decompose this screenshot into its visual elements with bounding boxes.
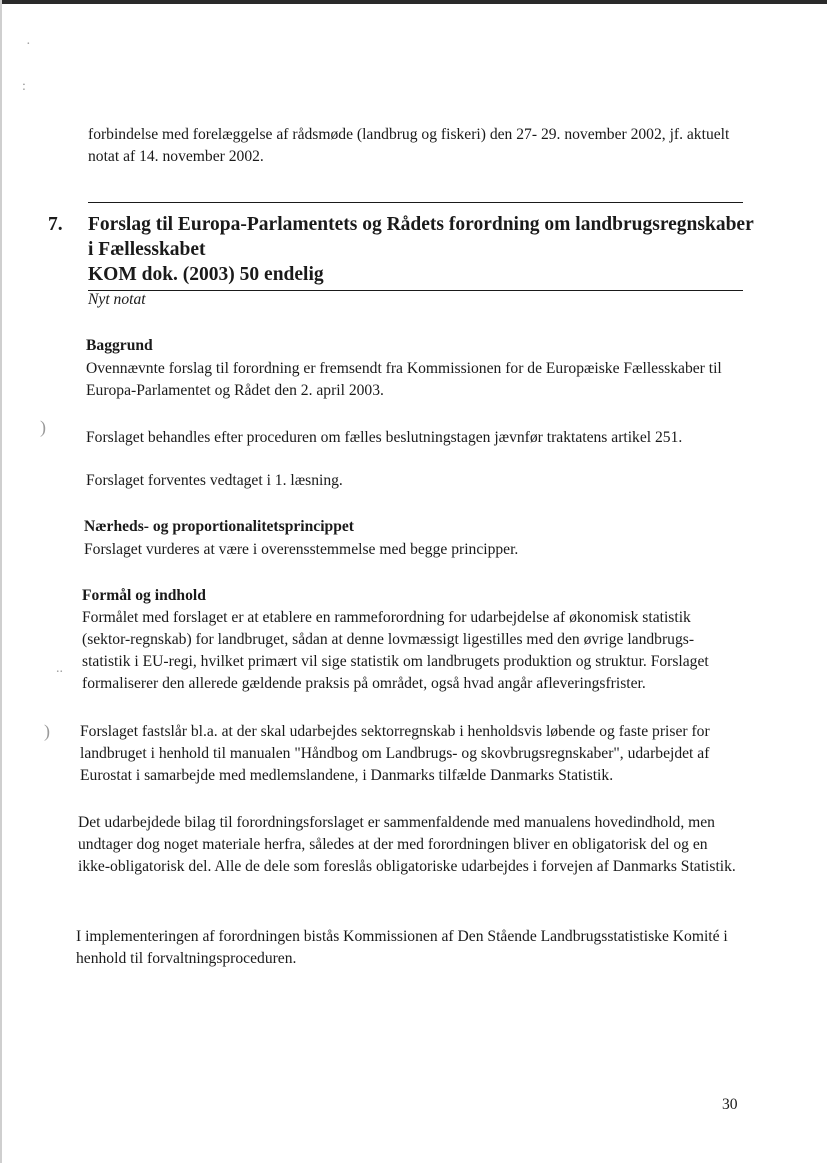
baggrund-paragraph-2: Forslaget behandles efter proceduren om fælles beslutningstagen jævnfør traktatens artikel 251. (86, 429, 683, 446)
item-title-line-3: KOM dok. (2003) 50 endelig (88, 264, 324, 285)
item-bottom-rule (88, 290, 743, 291)
naerhed-paragraph-1: Forslaget vurderes at være i overensstemmelse med begge principper. (84, 541, 519, 558)
baggrund-paragraph-1: Ovennævnte forslag til forordning er fremsendt fra Kommissionen for de Europæiske Fællesskaber til Europa-Parlamentet og Rådet den 2. april 2003. (86, 360, 722, 399)
item-title-line-1: Forslag til Europa-Parlamentets og Rådets forordning om landbrugsregnskaber (88, 214, 754, 235)
scan-speck: : (22, 79, 26, 94)
scan-speck: · (26, 37, 31, 52)
baggrund-paragraph-3: Forslaget forventes vedtaget i 1. læsning. (86, 472, 343, 489)
section-heading-formaal: Formål og indhold (82, 587, 206, 604)
note-label: Nyt notat (88, 291, 146, 308)
formaal-paragraph-1: Formålet med forslaget er at etablere en rammeforordning for udarbejdelse af økonomisk statistik (sektor-regnskab) for landbruget, sådan at denne lovmæssigt ligestilles med den øvrige landbrugs-statistik i EU-regi, hvilket primært vil sige statistik om landbrugets produktion og struktur. Forslaget formaliserer den allerede gældende praksis på området, også hvad angår afleveringsfrister. (82, 609, 709, 692)
scan-speck: .. (56, 661, 63, 676)
section-heading-naerhed: Nærheds- og proportionalitetsprincippet (84, 518, 355, 535)
page-number: 30 (722, 1096, 738, 1113)
item-title-line-2: i Fællesskabet (88, 239, 206, 260)
formaal-paragraph-2: Forslaget fastslår bl.a. at der skal udarbejdes sektorregnskab i henholdsvis løbende og faste priser for landbruget i henhold til manualen "Håndbog om Landbrugs- og skovbrugsregnskaber", udarbejdet af Eurostat i samarbejde med medlemslandene, i Danmarks tilfælde Danmarks Statistik. (80, 723, 710, 784)
formaal-paragraph-4: I implementeringen af forordningen bistås Kommissionen af Den Stående Landbrugsstatistiske Komité i henhold til forvaltningsproceduren. (76, 928, 728, 967)
item-top-rule (88, 202, 743, 203)
continuation-paragraph: forbindelse med forelæggelse af rådsmøde (landbrug og fiskeri) den 27- 29. november 2002, jf. aktuelt notat af 14. november 2002. (88, 126, 730, 165)
section-heading-baggrund: Baggrund (86, 337, 153, 354)
formaal-paragraph-3: Det udarbejdede bilag til forordningsforslaget er sammenfaldende med manualens hovedindhold, men undtager dog noget materiale herfra, således at der med forordningen bliver en obligatorisk del og en ikke-obligatorisk del. Alle de dele som foreslås obligatoriske udarbejdes i forvejen af Danmarks Statistik. (78, 814, 736, 875)
item-number: 7. (48, 214, 63, 235)
scan-top-border (0, 0, 827, 4)
punch-hole-mark: ) (44, 721, 50, 741)
punch-hole-mark: ) (40, 417, 46, 437)
scan-left-edge (0, 0, 2, 1163)
